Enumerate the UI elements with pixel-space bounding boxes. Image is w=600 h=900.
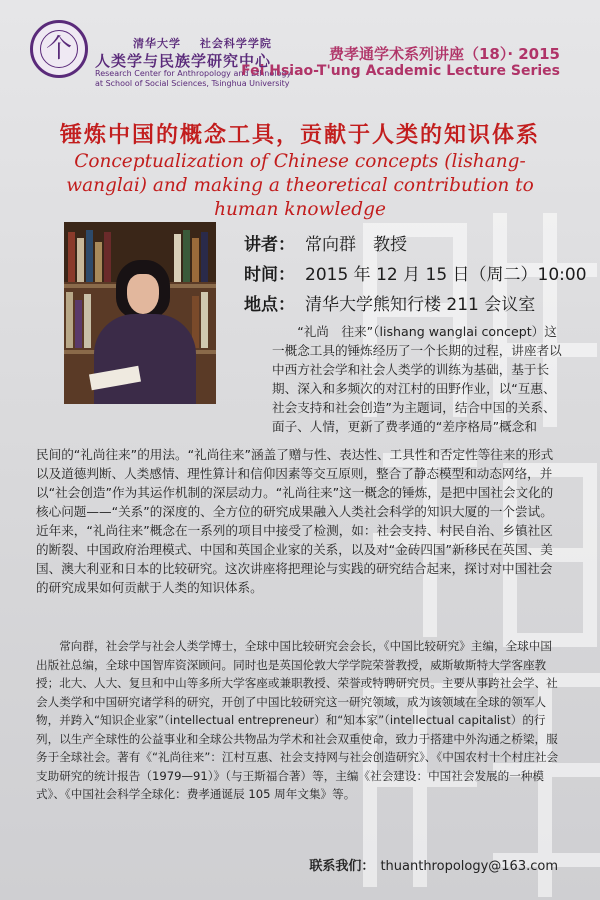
university-name: 清华大学 <box>133 37 181 50</box>
time-label: 时间： <box>244 265 295 285</box>
logo-emblem-icon: 个 <box>45 34 72 64</box>
speaker-face <box>127 274 159 314</box>
place-label: 地点： <box>244 295 295 315</box>
lecture-series-en: Fei Hsiao-T'ung Academic Lecture Series <box>241 63 560 79</box>
institute-name-en-line1: Research Center for Anthropology and Ethnology <box>95 69 292 78</box>
speaker-body <box>94 314 196 404</box>
speaker-biography: 常向群，社会学与社会人类学博士，全球中国比较研究会会长，《中国比较研究》主编，全球中国出版社总编，全球中国智库资深顾问。同时也是英国伦敦大学学院荣誉教授，威斯敏斯特大学客座教授；北大、人大、复旦和中山等多所大学客座或兼职教授、荣誉或特聘研究员。主要从事跨社会学、社会人类学和中国研究诸学科的研究，开创了中国比较研究这一研究领域，成为该领域在全球的领军人物，并跨入“知识企业家”（intellectual entrepreneur）和“知本家”（intellectual capitalist）的行列，以生产全球性的公益事业和全球公共物品为学术和社会双重使命，致力于搭建中外沟通之桥梁，服务于全球社会。著有《“礼尚往来”：江村互惠、社会支持网与社会创造研究》、《中国农村十个村庄社会支助研究的统计报告（1979—91）》（与王斯福合著）等，主编《社会建设：中国社会发展的一种模式》、《中国社会科学全球化：费孝通诞辰 105 周年文集》等。 <box>36 639 559 801</box>
event-place: 清华大学熊知行楼 211 会议室 <box>305 295 536 315</box>
abstract-paragraph-1: “礼尚 往来”（lishang wanglai concept）这一概念工具的锤炼经历了一个长期的过程，讲座者以中西方社会学和社会人类学的训练为基础，基于长期、深入和多频次的对江村的田野作业，以“互惠、社会支持和社会创造”为主题词，结合中国的关系、面子、人情，更新了费孝通的“差序格局”概念和 <box>272 324 562 434</box>
time-row <box>244 260 587 285</box>
speaker-name: 常向群 教授 <box>305 235 407 255</box>
abstract-paragraph-2: 民间的“礼尚往来”的用法。“礼尚往来”涵盖了赠与性、表达性、工具性和否定性等往来的形式以及道德判断、人类感情、理性算计和信仰因素等交互原则，整合了静态模型和动态网络，并以“社会创造”作为其运作机制的深层动力。“礼尚往来”这一概念的锤炼，是把中国社会文化的核心问题——“关系”的深度的、全方位的研究成果融入人类社会科学的知识大厦的一个尝试。近年来，“礼尚往来”概念在一系列的项目中接受了检测，如：社会支持、村民自治、乡镇社区的断裂、中国政府治理模式、中国和英国企业家的关系，以及对“金砖四国”新移民在英国、美国、澳大利亚和日本的比较研究。这次讲座将把理论与实践的研究结合起来，探讨对中国社会的研究成果如何贡献于人类的知识体系。 <box>36 447 554 595</box>
contact-email[interactable]: thuanthropology@163.com <box>380 859 558 874</box>
lecture-title-en: Conceptualization of Chinese concepts (lishang-wanglai) and making a theoretical contribution to human knowledge <box>66 151 534 220</box>
institute-name-cn: 人类学与民族学研究中心 <box>95 52 272 70</box>
lecture-series-cn: 费孝通学术系列讲座（18）· 2015 <box>328 45 560 63</box>
contact-line <box>309 855 558 874</box>
speaker-photo <box>64 222 216 404</box>
school-name: 社会科学学院 <box>199 37 272 50</box>
lecture-title-cn: 锤炼中国的概念工具，贡献于人类的知识体系 <box>59 123 540 148</box>
university-logo <box>30 20 88 78</box>
event-time: 2015 年 12 月 15 日（周二）10:00 <box>305 265 587 285</box>
speaker-label: 讲者： <box>244 235 295 255</box>
contact-label: 联系我们： <box>309 859 375 874</box>
university-names <box>133 35 286 51</box>
institute-name-en-line2: at School of Social Sciences, Tsinghua University <box>95 79 290 88</box>
speaker-row <box>244 230 407 255</box>
place-row <box>244 290 535 315</box>
